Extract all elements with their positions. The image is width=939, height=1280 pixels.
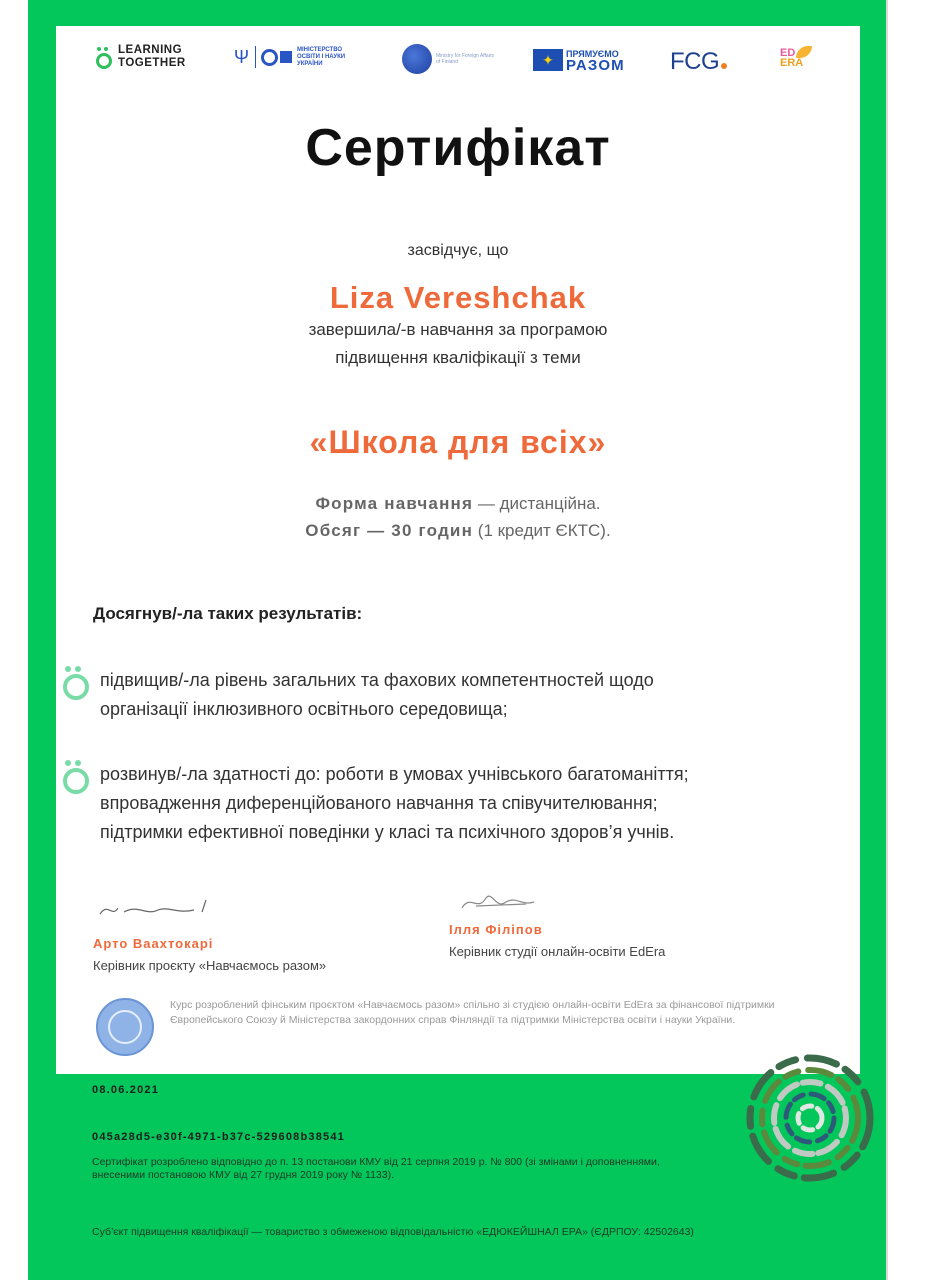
edera-logo [780, 46, 820, 80]
issue-date: 08.06.2021 [92, 1084, 160, 1096]
completion-line-2: підвищення кваліфікації з теми [335, 348, 581, 367]
signature-2-image [456, 888, 536, 916]
eu-text-bottom: РАЗОМ [566, 57, 625, 74]
study-volume-label: Обсяг — 30 годин [305, 521, 474, 540]
learning-together-icon [94, 47, 112, 67]
mon-square-icon [280, 51, 292, 63]
study-form-label: Форма навчання [315, 494, 474, 513]
eu-text-top: ПРЯМУЄМО [566, 49, 619, 59]
certificate-title: Сертифікат [305, 119, 611, 177]
result-item-2-line-1: розвинув/-ла здатності до: роботи в умовах учнівського багатоманіття; [100, 764, 689, 784]
study-form [56, 494, 860, 514]
page-margin [888, 0, 939, 1280]
logo-bar [56, 26, 860, 106]
provider-info: Суб’єкт підвищення кваліфікації — товариство з обмеженою відповідальністю «ЕДЮКЕЙШНАЛ ЕРА» (ЄДРПОУ: 42502643) [92, 1226, 694, 1238]
finland-emblem-icon [402, 44, 432, 74]
recipient-name: Liza Vereshchak [329, 280, 587, 315]
signatory-2-name: Ілля Філіпов [449, 922, 543, 937]
trident-icon: Ψ [234, 46, 250, 67]
result-item-2-line-2: впровадження диференційованого навчання та співучителювання; [100, 793, 658, 813]
logo-text-together: TOGETHER [118, 57, 186, 69]
bullet-icon [60, 660, 90, 700]
signatory-2-role: Керівник студії онлайн-освіти EdEra [449, 944, 666, 959]
course-title: «Школа для всіх» [309, 424, 607, 460]
finland-ministry-logo [402, 44, 496, 74]
logo-text-learning: LEARNING [118, 44, 183, 56]
bullet-icon [60, 754, 90, 794]
certificate-id: 045a28d5-e30f-4971-b37c-529608b38541 [92, 1131, 345, 1143]
course-footnote: Курс розроблений фінським проєктом «Навчаємось разом» спільно зі студією онлайн-освіти EdEra за фінансової підтримки Європейського Союзу й Міністерства закордонних справ Фінляндії та підтримки Міністерства освіти і науки України. [170, 999, 775, 1026]
fcg-text: FCG [670, 48, 720, 75]
edera-text-era: ERA [780, 57, 804, 69]
result-item-1-line-2: організації інклюзивного освітнього середовища; [100, 699, 508, 719]
result-item-2 [100, 760, 820, 847]
edera-text-ed: ED [780, 47, 796, 59]
signatory-1-name: Арто Ваахтокарі [93, 936, 214, 951]
results-heading: Досягнув/-ла таких результатів: [93, 604, 363, 623]
eu-flag-icon: ✦ [533, 49, 563, 71]
decorative-swirl [740, 1048, 880, 1188]
ministry-text: МІНІСТЕРСТВО ОСВІТИ І НАУКИ УКРАЇНИ [297, 46, 346, 67]
legal-basis: Сертифікат розроблено відповідно до п. 13 постанови КМУ від 21 серпня 2019 р. № 800 (зі змінами і доповненнями, внесеними постановою КМУ від 27 грудня 2019 року № 1133). [92, 1156, 660, 1181]
mon-circle-icon [261, 49, 278, 66]
signatory-1-role: Керівник проєкту «Навчаємось разом» [93, 958, 327, 973]
ministry-education-logo [234, 46, 357, 68]
learning-together-logo [94, 44, 186, 70]
fcg-logo [670, 48, 727, 76]
finland-text: Ministry for Foreign Affairs of Finland [436, 53, 494, 65]
fcg-dot-icon [721, 63, 727, 69]
seal-stamp [96, 998, 154, 1056]
result-item-2-line-3: підтримки ефективної поведінки у класі та психічного здоров’я учнів. [100, 822, 675, 842]
study-form-value: — дистанційна. [473, 494, 601, 513]
signature-1-image [98, 898, 218, 924]
result-item-1 [100, 666, 820, 724]
study-volume [56, 521, 860, 541]
study-volume-value: (1 кредит ЄКТС). [473, 521, 611, 540]
attests-text: засвідчує, що [407, 242, 509, 259]
result-item-1-line-1: підвищив/-ла рівень загальних та фахових компетентностей щодо [100, 670, 654, 690]
eu-pryamuyemo-razom-logo [533, 49, 625, 74]
completion-line-1: завершила/-в навчання за програмою [308, 320, 608, 339]
certificate-paper [56, 26, 860, 1074]
